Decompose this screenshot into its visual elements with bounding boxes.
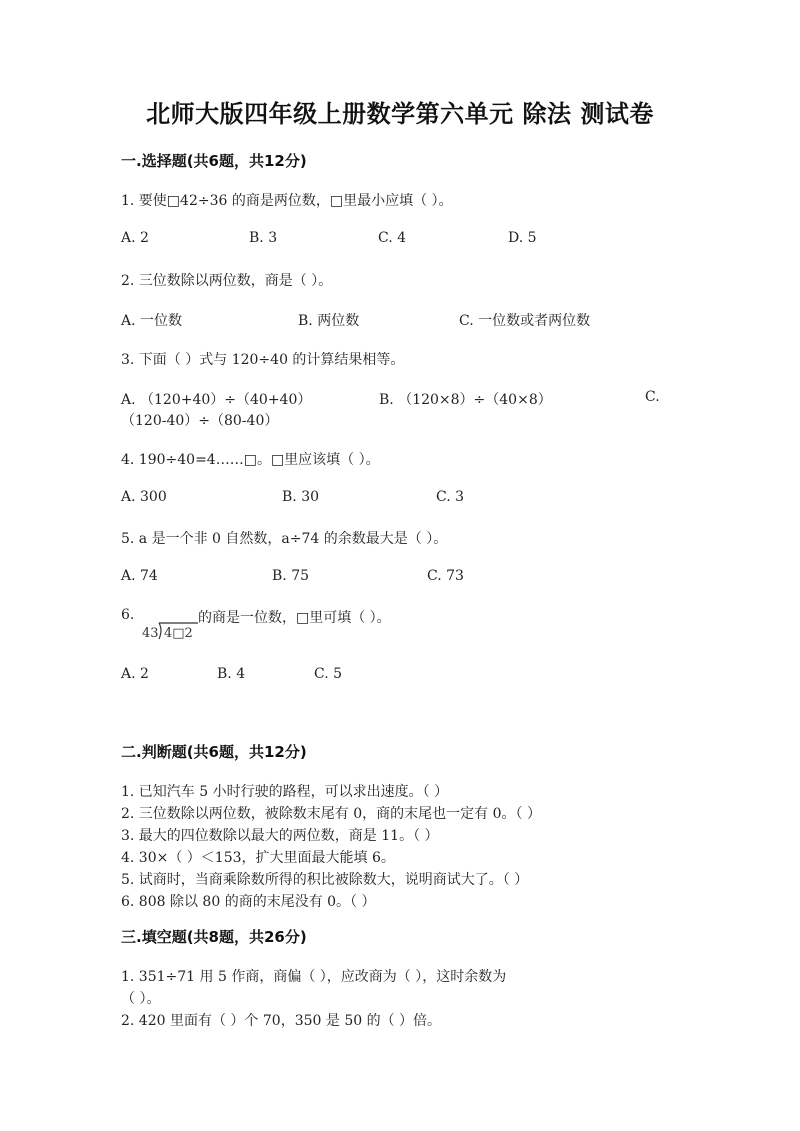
page-title: 北师大版四年级上册数学第六单元 除法 测试卷	[146, 100, 654, 128]
q2-option-c: C. 一位数或者两位数	[459, 313, 591, 329]
q6-option-b: B. 4	[217, 666, 246, 682]
judge-item-2: 2. 三位数除以两位数，被除数末尾有 0，商的末尾也一定有 0。（ ）	[121, 806, 541, 822]
q2-option-a: A. 一位数	[121, 313, 183, 329]
fill-item-1: 1. 351÷71 用 5 作商，商偏（ ），应改商为（ ），这时余数为	[121, 969, 507, 985]
q3-option-a: A. （120+40）÷（40+40）	[121, 392, 312, 408]
judge-item-4: 4. 30×（ ）＜153，扩大里面最大能填 6。	[121, 850, 395, 866]
q1-option-a: A. 2	[121, 230, 149, 246]
judge-item-1: 1. 已知汽车 5 小时行驶的路程，可以求出速度。（ ）	[121, 784, 449, 800]
question-6-number: 6.	[121, 607, 135, 623]
q1-option-c: C. 4	[378, 230, 407, 246]
long-division-figure	[142, 618, 202, 640]
question-5: 5. a 是一个非 0 自然数，a÷74 的余数最大是（ ）。	[121, 531, 448, 547]
q5-option-b: B. 75	[272, 568, 310, 584]
q1-option-d: D. 5	[508, 230, 537, 246]
q4-option-a: A. 300	[121, 489, 167, 505]
section-heading-judge: 二.判断题(共6题，共12分)	[121, 743, 307, 761]
q4-option-c: C. 3	[436, 489, 465, 505]
question-6: 的商是一位数，□里可填（ ）。	[198, 610, 391, 626]
judge-item-6: 6. 808 除以 80 的商的末尾没有 0。（ ）	[121, 894, 376, 910]
fill-item-2: 2. 420 里面有（ ）个 70，350 是 50 的（ ）倍。	[121, 1013, 442, 1029]
q3-option-b: B. （120×8）÷（40×8）	[379, 392, 552, 408]
question-4: 4. 190÷40=4……□。□里应该填（ ）。	[121, 452, 380, 468]
divisor-text: 43	[142, 626, 159, 641]
question-2: 2. 三位数除以两位数，商是（ ）。	[121, 273, 333, 289]
dividend-text: 4□2	[164, 626, 193, 641]
judge-item-5: 5. 试商时，当商乘除数所得的积比被除数大，说明商试大了。（ ）	[121, 872, 529, 888]
q4-option-b: B. 30	[282, 489, 320, 505]
q1-option-b: B. 3	[249, 230, 278, 246]
q3-option-c: C.	[645, 389, 660, 405]
q2-option-b: B. 两位数	[298, 313, 360, 329]
section-heading-fill: 三.填空题(共8题，共26分)	[121, 928, 307, 946]
judge-item-3: 3. 最大的四位数除以最大的两位数，商是 11。（ ）	[121, 828, 439, 844]
q6-option-a: A. 2	[121, 666, 149, 682]
q5-option-a: A. 74	[121, 568, 158, 584]
q6-option-c: C. 5	[314, 666, 343, 682]
fill-item-1-cont: （ ）。	[121, 991, 161, 1007]
q3-option-c-content: （120-40）÷（80-40）	[121, 413, 279, 429]
section-heading-choice: 一.选择题(共6题，共12分)	[121, 152, 307, 170]
question-3: 3. 下面（ ）式与 120÷40 的计算结果相等。	[121, 352, 405, 368]
question-1: 1. 要使□42÷36 的商是两位数，□里最小应填（ ）。	[121, 193, 453, 209]
q5-option-c: C. 73	[427, 568, 464, 584]
